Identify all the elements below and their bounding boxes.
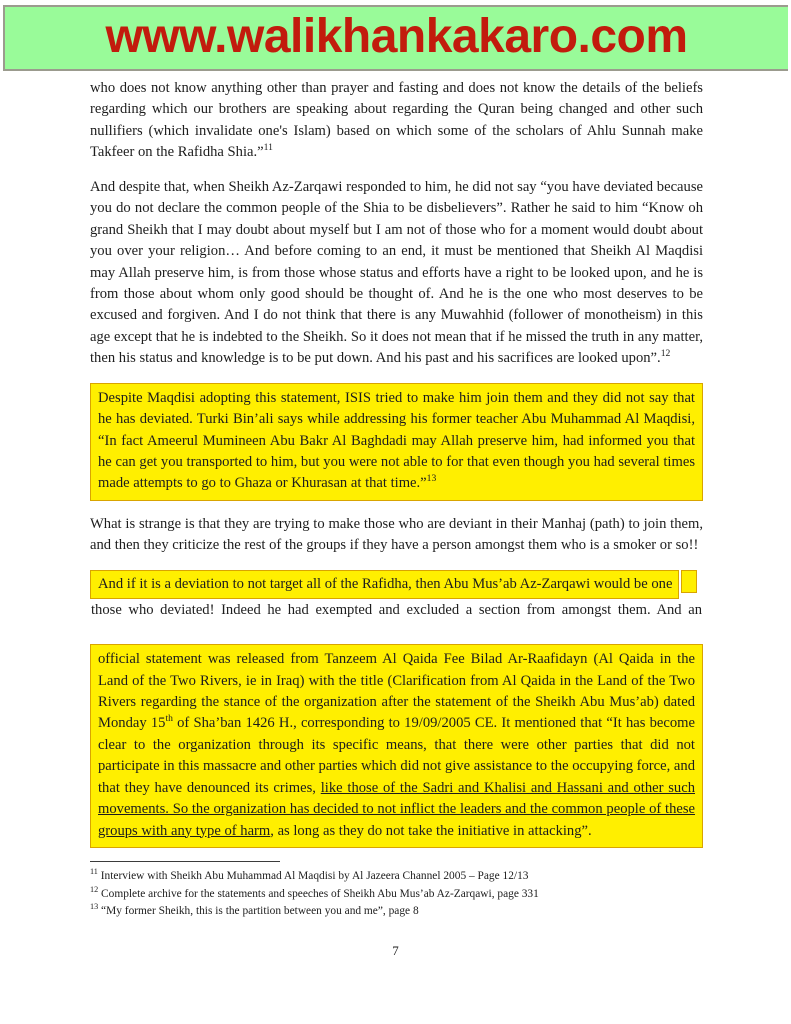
paragraph-1-text: who does not know anything other than prayer and fasting and does not know the details of the beliefs regarding which our brothers are speaking about regarding the Quran being changed and other such nullifiers (which invalidate one's Islam) based on which some of the scholars of Ahlu Sunnah make Takfeer on the Rafidha Shia.” — [90, 80, 703, 161]
footnote-ref-11[interactable]: 11 — [263, 142, 273, 154]
footnote-ref-12[interactable]: 12 — [660, 348, 671, 360]
paragraph-2-text: And despite that, when Sheikh Az-Zarqawi responded to him, he did not say “you have deviated because you do not declare the common people of the Shia to be disbelievers”. Rather he said to him “Know oh grand Sheikh that I may doubt about myself but I am not of those who for a moment would doubt about you over your religion… And before coming to an end, it must be mentioned that Sheikh Al Maqdisi may Allah preserve him, is from those whose status and efforts have a right to be looked upon, and he is from those about whom only good should be thought of. And he is the one who most deserves to be excused and forgiven. And I do not think that there is any Muwahhid (follower of monotheism) in this age except that he is indebted to the Sheikh. So it does not mean that if he missed the truth in any matter, then his status and knowledge is to be put down. And his past and his sacrifices are looked upon”. — [90, 178, 703, 367]
site-url-banner — [3, 5, 788, 71]
footnote-item — [90, 886, 703, 904]
paragraph-2 — [90, 177, 703, 370]
highlight-box-2-body-tail: , as long as they do not take the initiative in attacking”. — [270, 822, 592, 839]
footnote-marker: 12 — [90, 884, 99, 894]
footnotes-section — [90, 861, 703, 921]
document-page — [0, 78, 791, 959]
footnote-text: Interview with Sheikh Abu Muhammad Al Maqdisi by Al Jazeera Channel 2005 – Page 12/13 — [100, 870, 529, 882]
paragraph-1 — [90, 78, 703, 164]
highlight-box-2-strip-row — [90, 570, 703, 599]
footnote-marker: 11 — [90, 867, 98, 877]
footnote-item — [90, 903, 703, 921]
highlight-box-2-strip: And if it is a deviation to not target all of the Rafidha, then Abu Mus’ab Az-Zarqawi would be one — [90, 570, 679, 599]
highlight-box-2-trailing-chip — [681, 570, 697, 593]
footnote-text: Complete archive for the statements and speeches of Sheikh Abu Mus’ab Az-Zarqawi, page 331 — [101, 887, 539, 900]
highlight-box-2-unhighlighted-line: those who deviated! Indeed he had exempted and excluded a section from amongst them. And an — [91, 602, 702, 619]
highlight-box-2-body-after: of Sha’ban 1426 H., corresponding to 19/09/2005 CE. It mentioned that “It has become clear to the organization through its specific means, that there were other parties that did not participate in this massacre and other parties which did not give assistance to the occupying force, and that they have denounced its crimes, — [98, 715, 695, 796]
highlight-box-1 — [90, 383, 703, 501]
footnote-separator-rule — [90, 861, 280, 862]
site-url-text: www.walikhankakaro.com — [105, 10, 688, 63]
paragraph-3: What is strange is that they are trying to make those who are deviant in their Manhaj (path) to join them, and then they criticize the rest of the groups if they have a person amongst them who is a smoker or so!! — [90, 515, 703, 554]
highlight-box-2-body-before: official statement was released from Tanzeem Al Qaida Fee Bilad Ar-Raafidayn (Al Qaida in the Land of the Two Rivers, ie in Iraq) with the title (Clarification from Al Qaida in the Land of the Two Rivers regarding the stance of the organization after the statement of the Sheikh Abu Mus’ab) dated Monday 15 — [98, 651, 695, 732]
date-ordinal-superscript: th — [165, 713, 173, 725]
highlight-box-2-paragraph — [98, 649, 695, 842]
footnote-text: “My former Sheikh, this is the partition between you and me”, page 8 — [101, 905, 419, 918]
footnote-ref-13[interactable]: 13 — [426, 473, 437, 485]
highlight-box-2-underlined-text: like those of the Sadri and Khalisi and Hassani and other such movements. So the organization has decided to not inflict the leaders and the common people of these groups with any type of harm — [98, 779, 695, 839]
footnote-marker: 13 — [90, 902, 99, 912]
document-body — [90, 78, 703, 848]
footnote-item — [90, 868, 703, 886]
highlight-box-2-body — [90, 644, 703, 848]
highlight-box-1-paragraph — [98, 388, 695, 495]
page-number: 7 — [392, 943, 399, 959]
highlight-box-1-text: Despite Maqdisi adopting this statement, ISIS tried to make him join them and they did not say that he has deviated. Turki Bin’ali says while addressing his former teacher Abu Muhammad Al Maqdisi, “In fact Ameerul Mumineen Abu Bakr Al Baghdadi may Allah preserve him, had informed you that he can get you transported to him, but you were not able to for that even though you had several times made attempts to go to Ghaza or Khurasan at that time.” — [98, 389, 695, 492]
